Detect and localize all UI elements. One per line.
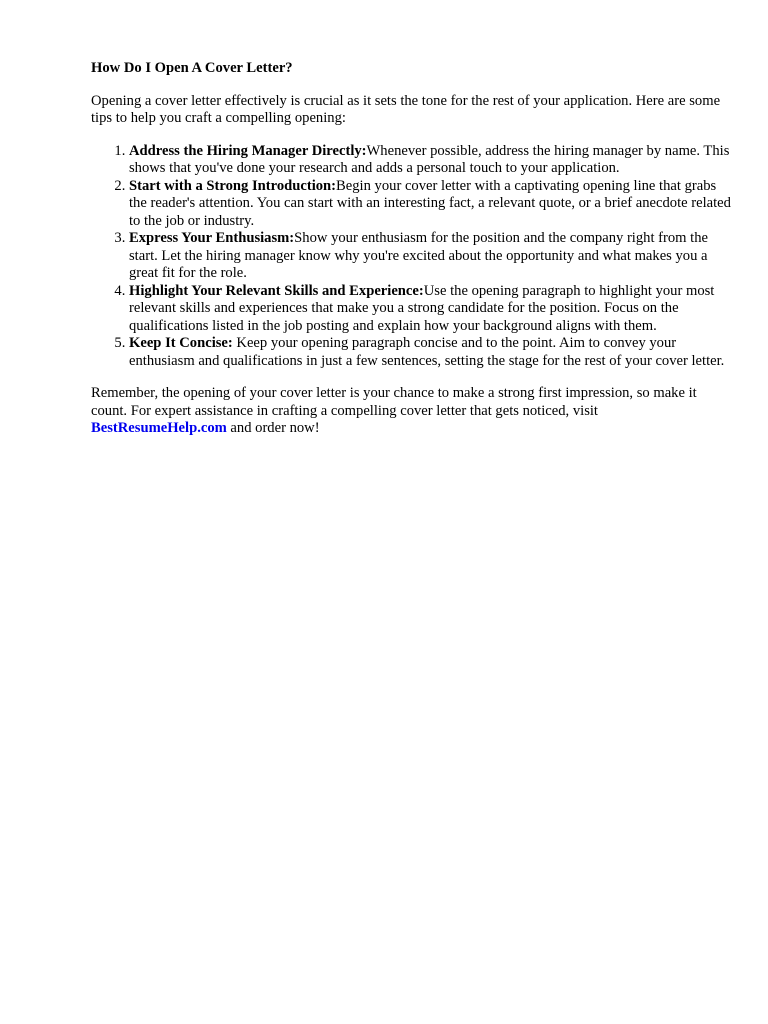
tip-heading: Keep It Concise: xyxy=(129,335,233,351)
closing-suffix: and order now! xyxy=(226,420,320,436)
intro-paragraph: Opening a cover letter effectively is crucial as it sets the tone for the rest of your application. Here are some tips to help you craft a compelling opening: xyxy=(91,92,721,126)
best-resume-help-link[interactable]: BestResumeHelp.com xyxy=(91,420,227,436)
tip-heading: Highlight Your Relevant Skills and Experience: xyxy=(129,282,424,299)
list-item xyxy=(129,143,731,178)
list-item xyxy=(129,335,731,370)
tip-body: Begin your cover letter with a captivating opening line that grabs the reader's attention. You can start with an interesting fact, a relevant quote, or a brief anecdote related to the job or industry. xyxy=(129,177,731,229)
list-item xyxy=(129,230,731,283)
tip-heading: Address the Hiring Manager Directly: xyxy=(129,142,367,159)
closing-paragraph xyxy=(91,385,731,438)
tip-heading: Express Your Enthusiasm: xyxy=(129,230,295,246)
document-page xyxy=(91,60,731,438)
tip-body: Use the opening paragraph to highlight your most relevant skills and experiences that make you a strong candidate for the position. Focus on the qualifications listed in the job posting and explain how your background aligns with them. xyxy=(129,282,715,334)
tip-body: Keep your opening paragraph concise and to the point. Aim to convey your enthusiasm and qualifications in just a few sentences, setting the stage for the rest of your cover letter. xyxy=(129,335,725,369)
closing-text: Remember, the opening of your cover letter is your chance to make a strong first impression, so make it count. For expert assistance in crafting a compelling cover letter that gets noticed, visit xyxy=(91,385,697,419)
tip-body: Show your enthusiasm for the position and the company right from the start. Let the hiring manager know why you're excited about the opportunity and what makes you a great fit for the role. xyxy=(129,230,708,281)
tip-body: Whenever possible, address the hiring manager by name. This shows that you've done your research and adds a personal touch to your application. xyxy=(129,142,730,176)
list-item xyxy=(129,283,731,336)
tip-heading: Start with a Strong Introduction: xyxy=(129,177,337,194)
document-title: How Do I Open A Cover Letter? xyxy=(91,60,293,76)
list-item xyxy=(129,178,731,231)
tips-list xyxy=(91,143,731,371)
